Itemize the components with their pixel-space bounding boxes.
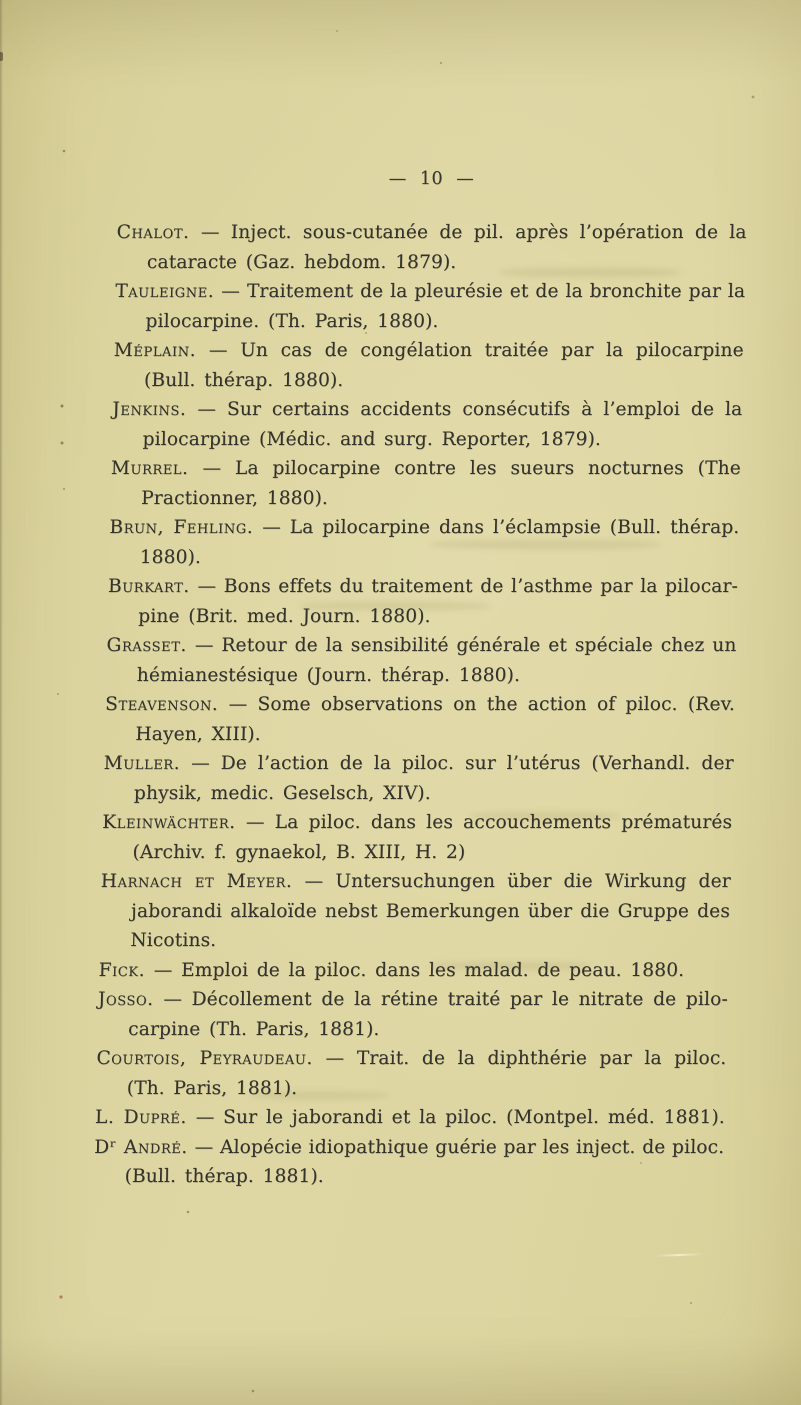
entry-line	[111, 454, 742, 484]
bib-entry	[95, 1103, 726, 1133]
entry-text: — Sur le jaborandi et la piloc. (Montpel. méd. 1881).	[195, 1107, 726, 1128]
bib-entry	[108, 513, 739, 572]
bib-entry	[105, 631, 736, 690]
author-name: Chalot.	[116, 222, 190, 243]
author-name: Courtois, Peyraudeau.	[96, 1048, 314, 1069]
author-name: Josso.	[97, 989, 155, 1010]
entry-text: — Traitement de la pleurésie et de la bronchite par la	[220, 281, 746, 302]
entry-text: — Sur certains accidents consécutifs à l’emploi de la	[197, 399, 743, 420]
entry-line: (Bull. thérap. 1881).	[124, 1166, 325, 1187]
entry-text: — Retour de la sensibilité générale et spéciale chez un	[194, 635, 737, 656]
entry-line	[103, 749, 734, 779]
bib-entry	[113, 336, 744, 395]
entry-line: (Th. Paris, 1881).	[126, 1077, 298, 1099]
entry-line: Nicotins.	[130, 930, 217, 951]
author-name: Jenkins.	[112, 399, 187, 420]
bib-entry	[99, 867, 731, 956]
entry-text: — Untersuchungen über die Wirkung der	[304, 871, 732, 892]
bib-entry	[95, 1044, 726, 1103]
entry-text: — La pilocarpine dans l’éclampsie (Bull. thérap.	[261, 517, 740, 538]
bib-entry	[104, 690, 735, 749]
entry-text: — Inject. sous-cutanée de pil. après l’opération de la	[200, 222, 747, 243]
bib-entry	[114, 277, 745, 336]
entry-line: Hayen, XIII).	[135, 723, 262, 745]
entry-line	[95, 1103, 726, 1133]
author-name: Méplain.	[113, 340, 197, 361]
entry-line	[100, 867, 731, 897]
entry-line	[112, 395, 743, 425]
entry-line: hémianestésique (Journ. thérap. 1880).	[136, 664, 521, 686]
author-name: Murrel.	[110, 458, 189, 479]
scan-edge-shadow	[0, 0, 3, 1405]
entry-text: — Un cas de congélation traitée par la pilocarpine	[208, 340, 745, 361]
entry-line: pilocarpine (Médic. and surg. Reporter, 1879).	[142, 428, 602, 450]
entry-line	[115, 277, 746, 307]
author-name: Brun, Fehling.	[109, 517, 254, 538]
author-name: Grasset.	[106, 635, 188, 656]
entry-text: — Alopécie idiopathique guérie par les inject. de piloc.	[194, 1136, 725, 1158]
entry-text: — Trait. de la diphthérie par la piloc.	[325, 1048, 727, 1069]
entry-line	[106, 631, 737, 661]
author-name: Burkart.	[107, 576, 191, 597]
bib-entry	[97, 985, 728, 1044]
entry-line	[98, 956, 729, 986]
author-name: Steavenson.	[104, 694, 219, 715]
bib-entry	[116, 218, 747, 277]
entry-line: 1880).	[139, 546, 202, 568]
entry-line: (Archiv. f. gynaekol, B. XIII, H. 2)	[132, 841, 466, 863]
bib-entry	[101, 808, 732, 867]
entry-line: physik, medic. Geselsch, XIV).	[133, 782, 432, 804]
author-name: L. Dupré.	[94, 1107, 188, 1128]
entry-line	[96, 1044, 727, 1074]
entry-line: pine (Brit. med. Journ. 1880).	[138, 605, 431, 627]
entry-line: pilocarpine. (Th. Paris, 1880).	[145, 310, 439, 332]
author-name: Fick.	[98, 959, 146, 981]
entry-text: — De l’action de la piloc. sur l’utérus (Verhandl. der	[190, 753, 734, 774]
bib-entry	[107, 572, 738, 631]
entry-line	[108, 572, 739, 602]
entry-text: — La piloc. dans les accouchements prématurés	[245, 812, 733, 833]
paper-scratch	[655, 1253, 703, 1257]
author-name: Harnach et Meyer.	[100, 871, 293, 892]
entry-line	[102, 808, 733, 838]
author-name: Kleinwächter.	[101, 812, 237, 833]
entry-line	[98, 985, 729, 1015]
entry-line: carpine (Th. Paris, 1881).	[127, 1018, 380, 1040]
bib-entry	[103, 749, 734, 808]
bib-entry	[111, 395, 742, 454]
author-name: Dʳ André.	[94, 1136, 189, 1158]
entry-line	[113, 336, 744, 366]
entry-line	[105, 690, 736, 720]
entry-line: cataracte (Gaz. hebdom. 1879).	[146, 251, 457, 273]
entry-text: — Bons effets du traitement de l’asthme par la pilocar-	[197, 576, 739, 597]
entry-text: — Décollement de la rétine traité par le nitrate de pilo-	[163, 989, 729, 1010]
entry-line: Practionner, 1880).	[140, 487, 329, 509]
entry-line	[94, 1133, 725, 1163]
page-number: — 10 —	[388, 169, 475, 189]
entry-text: — Emploi de la piloc. dans les malad. de peau. 1880.	[153, 959, 685, 981]
entry-text: — Some observations on the action of piloc. (Rev.	[228, 694, 736, 715]
bib-entry	[110, 454, 741, 513]
bib-entry	[93, 1133, 724, 1192]
entry-text: — La pilocarpine contre les sueurs nocturnes (The	[202, 458, 742, 479]
entry-line: (Bull. thérap. 1880).	[143, 369, 344, 391]
bibliography-list	[93, 218, 747, 1192]
author-name: Muller.	[103, 753, 181, 774]
entry-line	[109, 513, 740, 543]
entry-line	[116, 218, 747, 248]
entry-line: jaborandi alkaloïde nebst Bemerkungen über die Gruppe des	[130, 900, 731, 922]
bib-entry	[98, 956, 729, 986]
author-name: Tauleigne.	[114, 281, 215, 302]
